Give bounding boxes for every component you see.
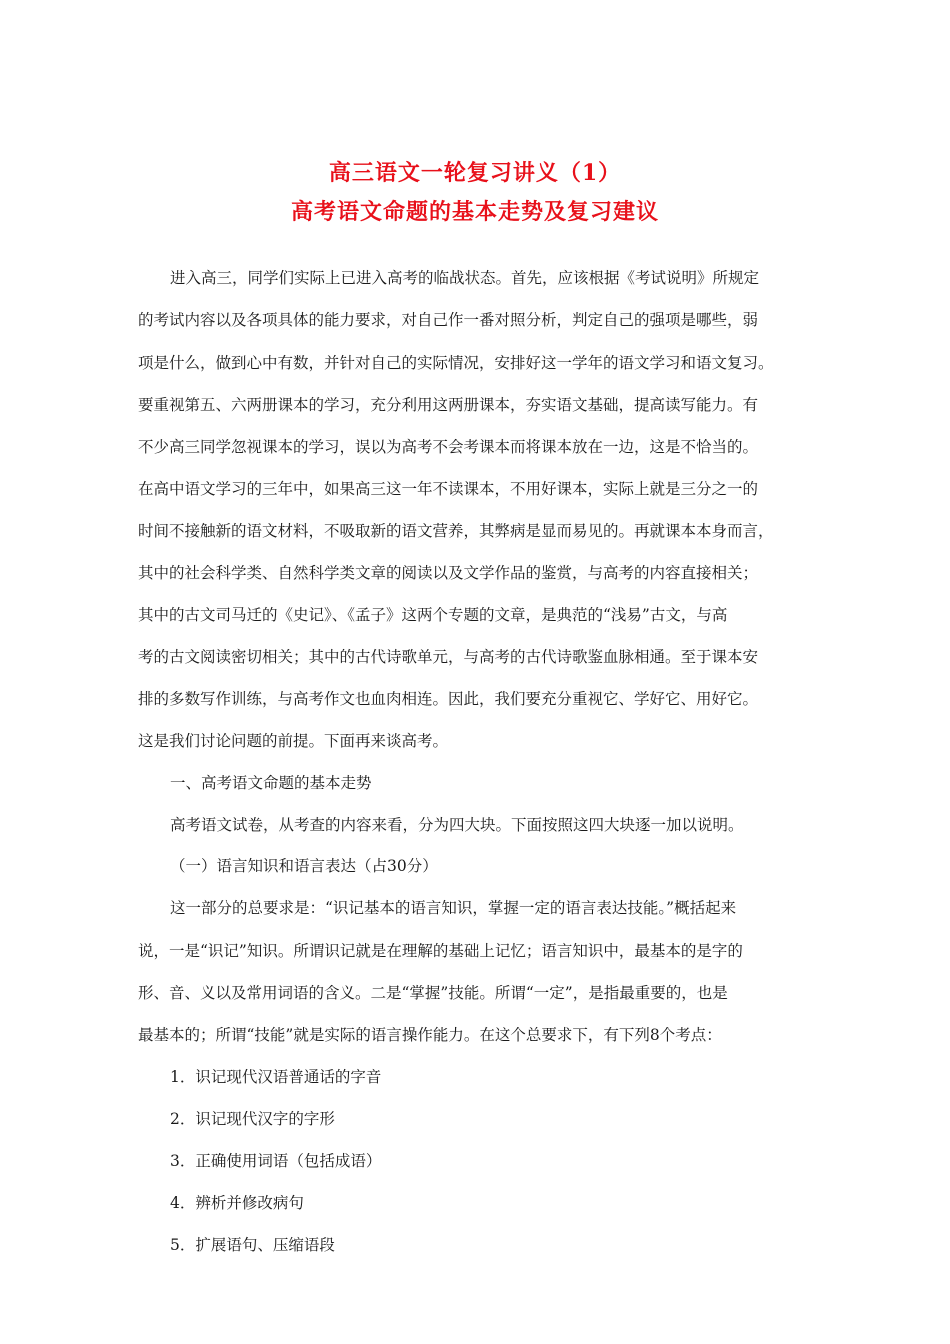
subsection-heading: （一）语言知识和语言表达（占30分） [170,857,438,875]
paragraph1-line: 要重视第五、六两册课本的学习，充分利用这两册课本，夯实语文基础，提高读写能力。有 [138,396,759,414]
paragraph1-line: 排的多数写作训练，与高考作文也血肉相连。因此，我们要充分重视它、学好它、用好它。 [138,690,759,708]
paragraph1-line: 不少高三同学忽视课本的学习，误以为高考不会考课本而将课本放在一边，这是不恰当的。 [138,438,759,456]
paragraph1-line: 其中的古文司马迁的《史记》、《孟子》这两个专题的文章，是典范的“浅易”古文，与高 [138,606,728,624]
paragraph2-line: 最基本的；所谓“技能”就是实际的语言操作能力。在这个总要求下，有下列8个考点： [138,1026,722,1044]
paragraph1-line: 其中的社会科学类、自然科学类文章的阅读以及文学作品的鉴赏，与高考的内容直接相关； [138,564,759,582]
section-intro: 高考语文试卷，从考查的内容来看，分为四大块。下面按照这四大块逐一加以说明。 [170,816,744,834]
paragraph1-line: 的考试内容以及各项具体的能力要求，对自己作一番对照分析，判定自己的强项是哪些，弱 [138,311,759,329]
document-title-line1: 高三语文一轮复习讲义（1） [328,160,622,186]
paragraph2-line: 这一部分的总要求是：“识记基本的语言知识，掌握一定的语言表达技能。”概括起来 [170,899,737,917]
paragraph1-line: 项是什么，做到心中有数，并针对自己的实际情况，安排好这一学年的语文学习和语文复习。 [138,354,774,372]
list-item: 4．辨析并修改病句 [170,1194,304,1212]
paragraph1-line: 在高中语文学习的三年中，如果高三这一年不读课本，不用好课本，实际上就是三分之一的 [138,480,759,498]
paragraph2-line: 说，一是“识记”知识。所谓识记就是在理解的基础上记忆；语言知识中，最基本的是字的 [138,942,743,960]
list-item: 5．扩展语句、压缩语段 [170,1236,335,1254]
list-item: 3．正确使用词语（包括成语） [170,1152,382,1170]
paragraph1-line: 考的古文阅读密切相关；其中的古代诗歌单元，与高考的古代诗歌鉴血脉相通。至于课本安 [138,648,759,666]
list-item: 2．识记现代汉字的字形 [170,1110,335,1128]
section-heading: 一、高考语文命题的基本走势 [170,774,372,792]
document-title-line2: 高考语文命题的基本走势及复习建议 [290,199,659,225]
paragraph2-line: 形、音、义以及常用词语的含义。二是“掌握”技能。所谓“一定”，是指最重要的，也是 [138,984,728,1002]
paragraph1-line: 进入高三，同学们实际上已进入高考的临战状态。首先，应该根据《考试说明》所规定 [170,269,760,287]
paragraph1-line: 时间不接触新的语文材料，不吸取新的语文营养，其弊病是显而易见的。再就课本本身而言， [138,522,774,540]
list-item: 1．识记现代汉语普通话的字音 [170,1068,382,1086]
paragraph1-line: 这是我们讨论问题的前提。下面再来谈高考。 [138,732,449,750]
